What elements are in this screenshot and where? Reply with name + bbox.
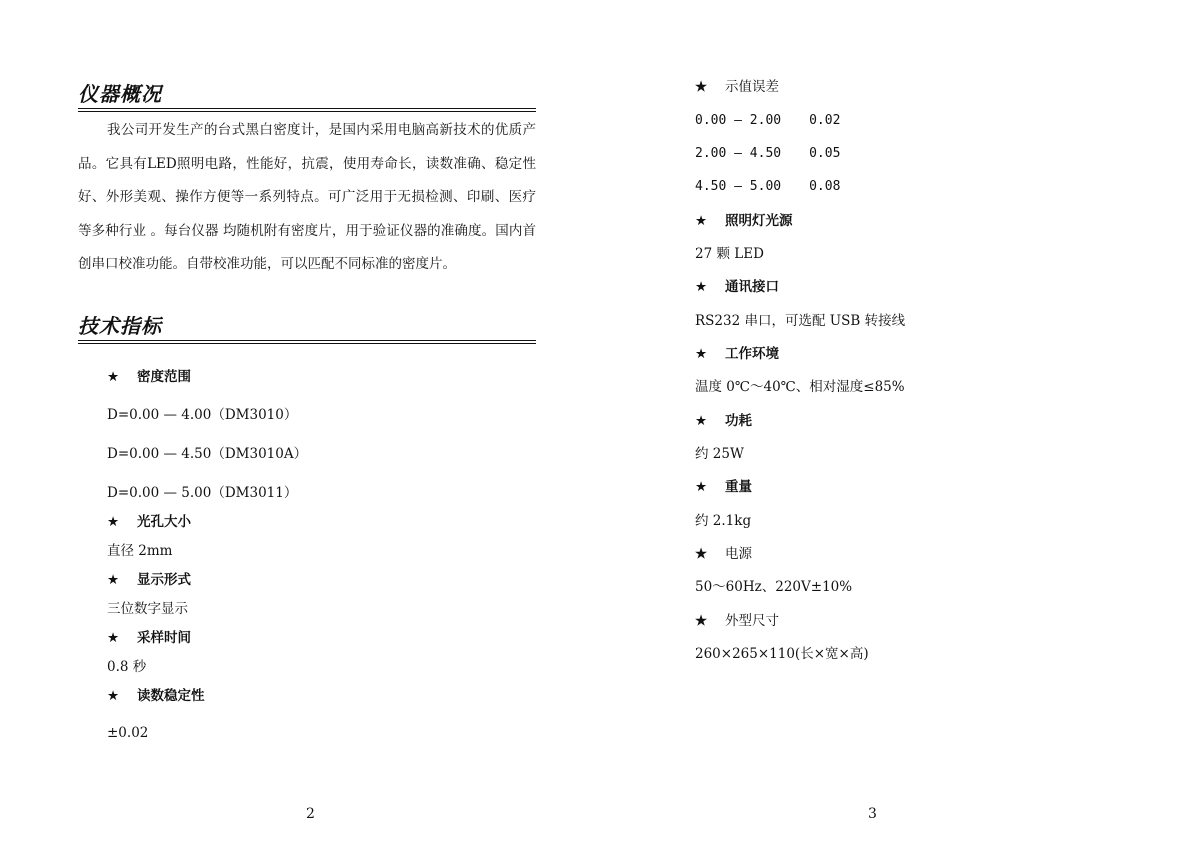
spec-label: 通讯接口 <box>725 279 779 295</box>
error-range: 2.00 — 4.50 <box>695 146 782 161</box>
spec-label: 功耗 <box>725 413 752 429</box>
page-number: 2 <box>306 806 315 822</box>
section-title-specs: 技术指标 <box>78 314 536 341</box>
spec-light-head <box>695 211 793 231</box>
spec-error-row-3 <box>695 177 840 197</box>
spec-label: 重量 <box>725 479 752 495</box>
star-icon: ★ <box>695 546 708 562</box>
spec-aperture-value: 直径 2mm <box>107 543 173 559</box>
error-value: 0.02 <box>809 113 841 128</box>
spec-display-head <box>107 570 191 590</box>
spec-error-row-1 <box>695 111 840 131</box>
error-range: 4.50 — 5.00 <box>695 179 782 194</box>
spec-density-range-head <box>107 367 191 387</box>
error-value: 0.08 <box>809 179 841 194</box>
spec-stability-value: ±0.02 <box>107 725 149 741</box>
section-title-overview: 仪器概况 <box>78 82 536 109</box>
spec-sampling-head <box>107 628 191 648</box>
star-icon: ★ <box>107 630 120 646</box>
spec-label: 工作环境 <box>725 346 779 362</box>
spec-supply-value: 50～60Hz、220V±10% <box>695 579 853 595</box>
spec-sampling-value: 0.8 秒 <box>107 659 147 675</box>
star-icon: ★ <box>107 514 120 530</box>
spec-env-head <box>695 344 779 364</box>
spec-label: 读数稳定性 <box>137 688 205 704</box>
right-page <box>600 0 1200 848</box>
spec-density-range-value-1: D=0.00 — 4.00（DM3010） <box>107 407 298 423</box>
spec-comm-value: RS232 串口，可选配 USB 转接线 <box>695 313 906 329</box>
spec-size-head <box>695 611 779 631</box>
spec-aperture-head <box>107 512 191 532</box>
spec-label: 采样时间 <box>137 630 191 646</box>
spec-display-value: 三位数字显示 <box>107 601 188 617</box>
spec-power-head <box>695 411 752 431</box>
spec-env-value: 温度 0℃～40℃、相对湿度≤85% <box>695 379 905 395</box>
spec-label: 电源 <box>725 546 752 562</box>
spec-label: 外型尺寸 <box>725 613 779 629</box>
spec-label: 密度范围 <box>137 369 191 385</box>
spec-light-value: 27 颗 LED <box>695 246 764 262</box>
page-number: 3 <box>868 806 877 822</box>
spec-density-range-value-3: D=0.00 — 5.00（DM3011） <box>107 485 298 501</box>
star-icon: ★ <box>107 369 120 385</box>
star-icon: ★ <box>107 572 120 588</box>
spec-comm-head <box>695 277 779 297</box>
spec-label: 光孔大小 <box>137 514 191 530</box>
spec-weight-head <box>695 477 752 497</box>
star-icon: ★ <box>695 79 708 95</box>
error-value: 0.05 <box>809 146 841 161</box>
star-icon: ★ <box>695 213 708 229</box>
intro-paragraph: 我公司开发生产的台式黑白密度计，是国内采用电脑高新技术的优质产品。它具有LED照明电路，性能好，抗震，使用寿命长，读数准确、稳定性好、外形美观、操作方便等一系列特点。可广泛用于无损检测、印刷、医疗等多种行业 。每台仪器 均随机附有密度片，用于验证仪器的准确度。国内首创串口校准功能。自带校准功能，可以匹配不同标准的密度片。 <box>78 122 536 272</box>
error-range: 0.00 — 2.00 <box>695 113 782 128</box>
spec-weight-value: 约 2.1kg <box>695 513 752 529</box>
spec-error-row-2 <box>695 144 840 164</box>
star-icon: ★ <box>695 479 708 495</box>
spec-density-range-value-2: D=0.00 — 4.50（DM3010A） <box>107 446 308 462</box>
spec-supply-head <box>695 544 752 564</box>
star-icon: ★ <box>107 688 120 704</box>
spec-label: 显示形式 <box>137 572 191 588</box>
spec-label: 示值误差 <box>725 79 779 95</box>
star-icon: ★ <box>695 279 708 295</box>
spec-size-value: 260×265×110(长×宽×高) <box>695 646 869 662</box>
spec-power-value: 约 25W <box>695 446 744 462</box>
star-icon: ★ <box>695 413 708 429</box>
star-icon: ★ <box>695 346 708 362</box>
spec-stability-head <box>107 686 205 706</box>
star-icon: ★ <box>695 613 708 629</box>
spec-error-head <box>695 77 779 97</box>
spec-label: 照明灯光源 <box>725 213 793 229</box>
